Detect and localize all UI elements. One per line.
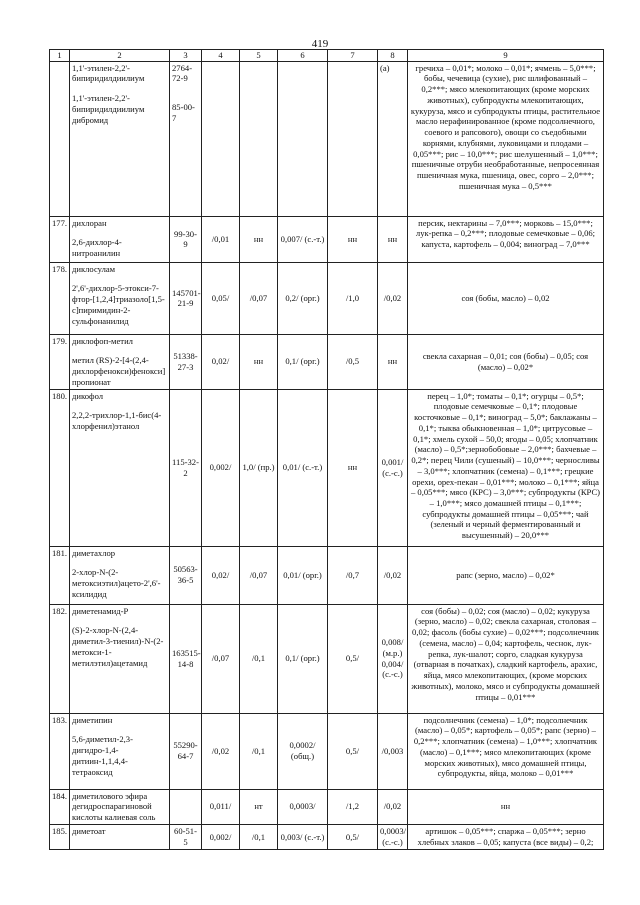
table-row	[50, 713, 604, 789]
cas-number: 50563-36-5	[170, 546, 202, 604]
cas-number	[170, 789, 202, 824]
value-cell: 0,5/	[328, 713, 378, 789]
value-cell: 0,5/	[328, 824, 378, 849]
row-number: 177.	[50, 216, 70, 262]
value-cell: /0,02	[378, 262, 408, 334]
row-number: 183.	[50, 713, 70, 789]
value-cell: 0,002/	[202, 824, 240, 849]
row-number: 184.	[50, 789, 70, 824]
products-cell: рапс (зерно, масло) – 0,02*	[408, 546, 604, 604]
substance-name-line: 1,1'-этилен-2,2'-бипиридилдиилиум	[72, 62, 145, 84]
value-cell: 0,2/ (орг.)	[278, 262, 328, 334]
value-cell: 0,008/ (м.р.) 0,004/ (с.-с.)	[378, 604, 408, 713]
products-cell: соя (бобы, масло) – 0,02	[408, 262, 604, 334]
row-number: 182.	[50, 604, 70, 713]
products-cell: нн	[408, 789, 604, 824]
value-cell: 0,05/	[202, 262, 240, 334]
cas-number: 163515-14-8	[170, 604, 202, 713]
substance-name-line: диметенамид-Р	[72, 605, 129, 616]
value-cell: 0,007/ (с.-т.)	[278, 216, 328, 262]
value-cell	[328, 61, 378, 216]
value-cell: 0,002/	[202, 389, 240, 546]
substance-name	[70, 262, 170, 334]
value-cell: (а)	[378, 61, 408, 216]
cas-number	[170, 61, 202, 216]
substance-name	[70, 789, 170, 824]
value-cell: 0,02/	[202, 334, 240, 389]
value-cell: /1,0	[328, 262, 378, 334]
substance-name-line: диклофоп-метил	[72, 335, 133, 346]
value-cell: 0,01/ (с.-т.)	[278, 389, 328, 546]
products-cell: гречиха – 0,01*; молоко – 0,01*; ячмень – 5,0***; бобы, чечевица (сухие), рис шлифованный – 0,2***; мясо млекопитающих (кроме морских животных), субпродукты млекопитающих, кукуруза, мясо и субпродукты птицы, растительное масло нерафинированное (кроме подсолнечного, соевого и рапсового), овощи со съедобными корнями, клубнями, луковицами и плодами – 0,05***; рис – 10,0***; рис шелушенный – 1,0***; пшеничные отруби необработанные, непросеянная пшеничная мука, пшеница, овес, сорго – 2,0***; пшеничная мука – 0,5***	[408, 61, 604, 216]
value-cell: 0,01/ (орг.)	[278, 546, 328, 604]
value-cell: /0,1	[240, 604, 278, 713]
substance-name-line: 2,2,2-трихлор-1,1-бис(4-хлорфенил)этанол	[72, 410, 162, 432]
substance-name-line: метил (RS)-2-[4-(2,4-дихлорфенокси)фенокси] пропионат	[72, 355, 166, 387]
substance-name	[70, 61, 170, 216]
substance-name	[70, 216, 170, 262]
substance-name-line: 5,6-диметил-2,3-дигидро-1,4-дитиин-1,1,4,4-тетраоксид	[72, 734, 133, 777]
value-cell: 0,011/	[202, 789, 240, 824]
table-row	[50, 389, 604, 546]
products-cell: артишок – 0,05***; спаржа – 0,05***; зерно хлебных злаков – 0,05; капуста (все виды) – 0,2;	[408, 824, 604, 849]
header-cell: 1	[50, 50, 70, 62]
row-number: 180.	[50, 389, 70, 546]
table-row	[50, 546, 604, 604]
substance-name	[70, 389, 170, 546]
cas-line: 85-00-7	[172, 102, 195, 123]
cas-number: 99-30-9	[170, 216, 202, 262]
table-row	[50, 334, 604, 389]
value-cell: нн	[328, 389, 378, 546]
value-cell	[240, 61, 278, 216]
substance-name-line: 2,6-дихлор-4-нитроанилин	[72, 237, 122, 259]
substance-name-line: дикофол	[72, 390, 104, 401]
value-cell: /0,07	[240, 546, 278, 604]
substance-name-line: 2-хлор-N-(2-метоксиэтил)ацето-2',6'-ксилидид	[72, 567, 161, 599]
products-cell: персик, нектарины – 7,0***; морковь – 15,0***; лук-репка – 0,2***; плодовые семечковые – 0,06; капуста, картофель – 0,004; виноград – 7,0***	[408, 216, 604, 262]
value-cell: 0,5/	[328, 604, 378, 713]
value-cell: /0,07	[240, 262, 278, 334]
substance-name	[70, 713, 170, 789]
header-cell: 3	[170, 50, 202, 62]
value-cell	[202, 61, 240, 216]
value-cell: /0,01	[202, 216, 240, 262]
value-cell: /0,02	[378, 789, 408, 824]
page-number: 419	[311, 38, 329, 50]
substance-name-line: диметахлор	[72, 547, 116, 558]
substance-name-line: диклосулам	[72, 263, 116, 274]
products-cell: свекла сахарная – 0,01; соя (бобы) – 0,05; соя (масло) – 0,02*	[408, 334, 604, 389]
table-row	[50, 61, 604, 216]
cas-number: 60-51-5	[170, 824, 202, 849]
value-cell: /0,1	[240, 824, 278, 849]
substance-name-line: диметилового эфира дегидроспарагиновой кислоты калиевая соль	[72, 790, 156, 823]
cas-number: 51338-27-3	[170, 334, 202, 389]
header-cell: 7	[328, 50, 378, 62]
header-cell: 8	[378, 50, 408, 62]
header-row	[50, 50, 604, 62]
table-row	[50, 824, 604, 849]
substance-name-line: дихлоран	[72, 217, 107, 228]
substance-name-line: 2',6'-дихлор-5-этокси-7-фтор-[1,2,4]триазоло[1,5-с]пиримидин-2-сульфонанилид	[72, 283, 165, 326]
value-cell: /0,07	[202, 604, 240, 713]
row-number: 179.	[50, 334, 70, 389]
value-cell: нн	[328, 216, 378, 262]
value-cell: /0,003	[378, 713, 408, 789]
row-number	[50, 61, 70, 216]
value-cell: /0,1	[240, 713, 278, 789]
cas-number: 115-32-2	[170, 389, 202, 546]
value-cell: /0,02	[202, 713, 240, 789]
value-cell: 0,0003/	[278, 789, 328, 824]
substance-name	[70, 824, 170, 849]
header-cell: 4	[202, 50, 240, 62]
value-cell: нн	[378, 216, 408, 262]
products-cell: подсолнечник (семена) – 1,0*; подсолнечник (масло) – 0,05*; картофель – 0,05*; рапс (зерно) – 0,2***; хлопчатник (семена) – 1,0***; хлопчатник (масло) – 0,1***; мясо млекопитающих (кроме морских животных), мясо домашней птицы, субпродукты, яйца, молоко – 0,01***	[408, 713, 604, 789]
value-cell: 1,0/ (пр.)	[240, 389, 278, 546]
substance-name	[70, 604, 170, 713]
value-cell	[278, 61, 328, 216]
row-number: 185.	[50, 824, 70, 849]
cas-line: 2764-72-9	[172, 62, 193, 84]
row-number: 178.	[50, 262, 70, 334]
residue-limits-table	[49, 49, 604, 850]
value-cell: 0,1/ (орг.)	[278, 604, 328, 713]
value-cell: 0,003/ (с.-т.)	[278, 824, 328, 849]
substance-name-line: (S)-2-хлор-N-(2,4-диметил-3-тиенил)-N-(2-метокси-1-метилэтил)ацетамид	[72, 625, 164, 668]
value-cell: 0,02/	[202, 546, 240, 604]
products-cell: перец – 1,0*; томаты – 0,1*; огурцы – 0,5*; плодовые семечковые – 0,1*; плодовые косточковые – 0,1*; виноград – 5,0*; баклажаны – 0,1*; тыква обыкновенная – 1,0*; цитрусовые – 0,1*; хмель сухой – 50,0; ягоды – 0,05; хлопчатник (масло) – 0,5*;зернобобовые – 2,0***; бахчевые – 0,2*; перец Чили (сушеный) – 10,0***; черносливы – 3,0***; хлопчатник (семена) – 0,1***; грецкие орехи, орех-пекан – 0,01***; молоко – 0,1***; яйца – 0,05***; мясо (КРС) – 3,0***; субпродукты (КРС) – 1,0***; мясо домашней птицы – 0,1***; субпродукты домашней птицы – 0,05***; чай (зеленый и черный ферментированный и высушенный) – 20,0***	[408, 389, 604, 546]
value-cell: /1,2	[328, 789, 378, 824]
value-cell: /0,02	[378, 546, 408, 604]
value-cell: /0,5	[328, 334, 378, 389]
value-cell: нн	[240, 334, 278, 389]
cas-number: 145701-21-9	[170, 262, 202, 334]
header-cell: 9	[408, 50, 604, 62]
table-row	[50, 262, 604, 334]
table-row	[50, 789, 604, 824]
substance-name	[70, 334, 170, 389]
cas-number: 55290-64-7	[170, 713, 202, 789]
value-cell: 0,0003/ (с.-с.)	[378, 824, 408, 849]
substance-name-line: диметоат	[72, 825, 106, 836]
value-cell: 0,0002/ (общ.)	[278, 713, 328, 789]
header-cell: 6	[278, 50, 328, 62]
header-cell: 5	[240, 50, 278, 62]
table-row	[50, 216, 604, 262]
substance-name-line: диметипин	[72, 714, 113, 725]
header-cell: 2	[70, 50, 170, 62]
value-cell: 0,1/ (орг.)	[278, 334, 328, 389]
value-cell: нн	[240, 216, 278, 262]
substance-name	[70, 546, 170, 604]
row-number: 181.	[50, 546, 70, 604]
value-cell: 0,001/ (с.-с.)	[378, 389, 408, 546]
value-cell: нт	[240, 789, 278, 824]
substance-name-line: 1,1'-этилен-2,2'-бипиридилдиилиум дибромид	[72, 93, 145, 125]
table-row	[50, 604, 604, 713]
products-cell: соя (бобы) – 0,02; соя (масло) – 0,02; кукуруза (зерно, масло) – 0,02; свекла сахарная, столовая – 0,02; фасоль (бобы сухие) – 0,02***; подсолнечник (семена, масло) – 0,04; картофель, чеснок, лук-репка, лук-шалот; сорго, сладкая кукуруза (отварная в початках), сладкий картофель, арахис, яйца, мясо млекопитающих, (кроме морских животных), молоко, мясо и субпродукты домашней птицы – 0,01***	[408, 604, 604, 713]
value-cell: нн	[378, 334, 408, 389]
value-cell: /0,7	[328, 546, 378, 604]
